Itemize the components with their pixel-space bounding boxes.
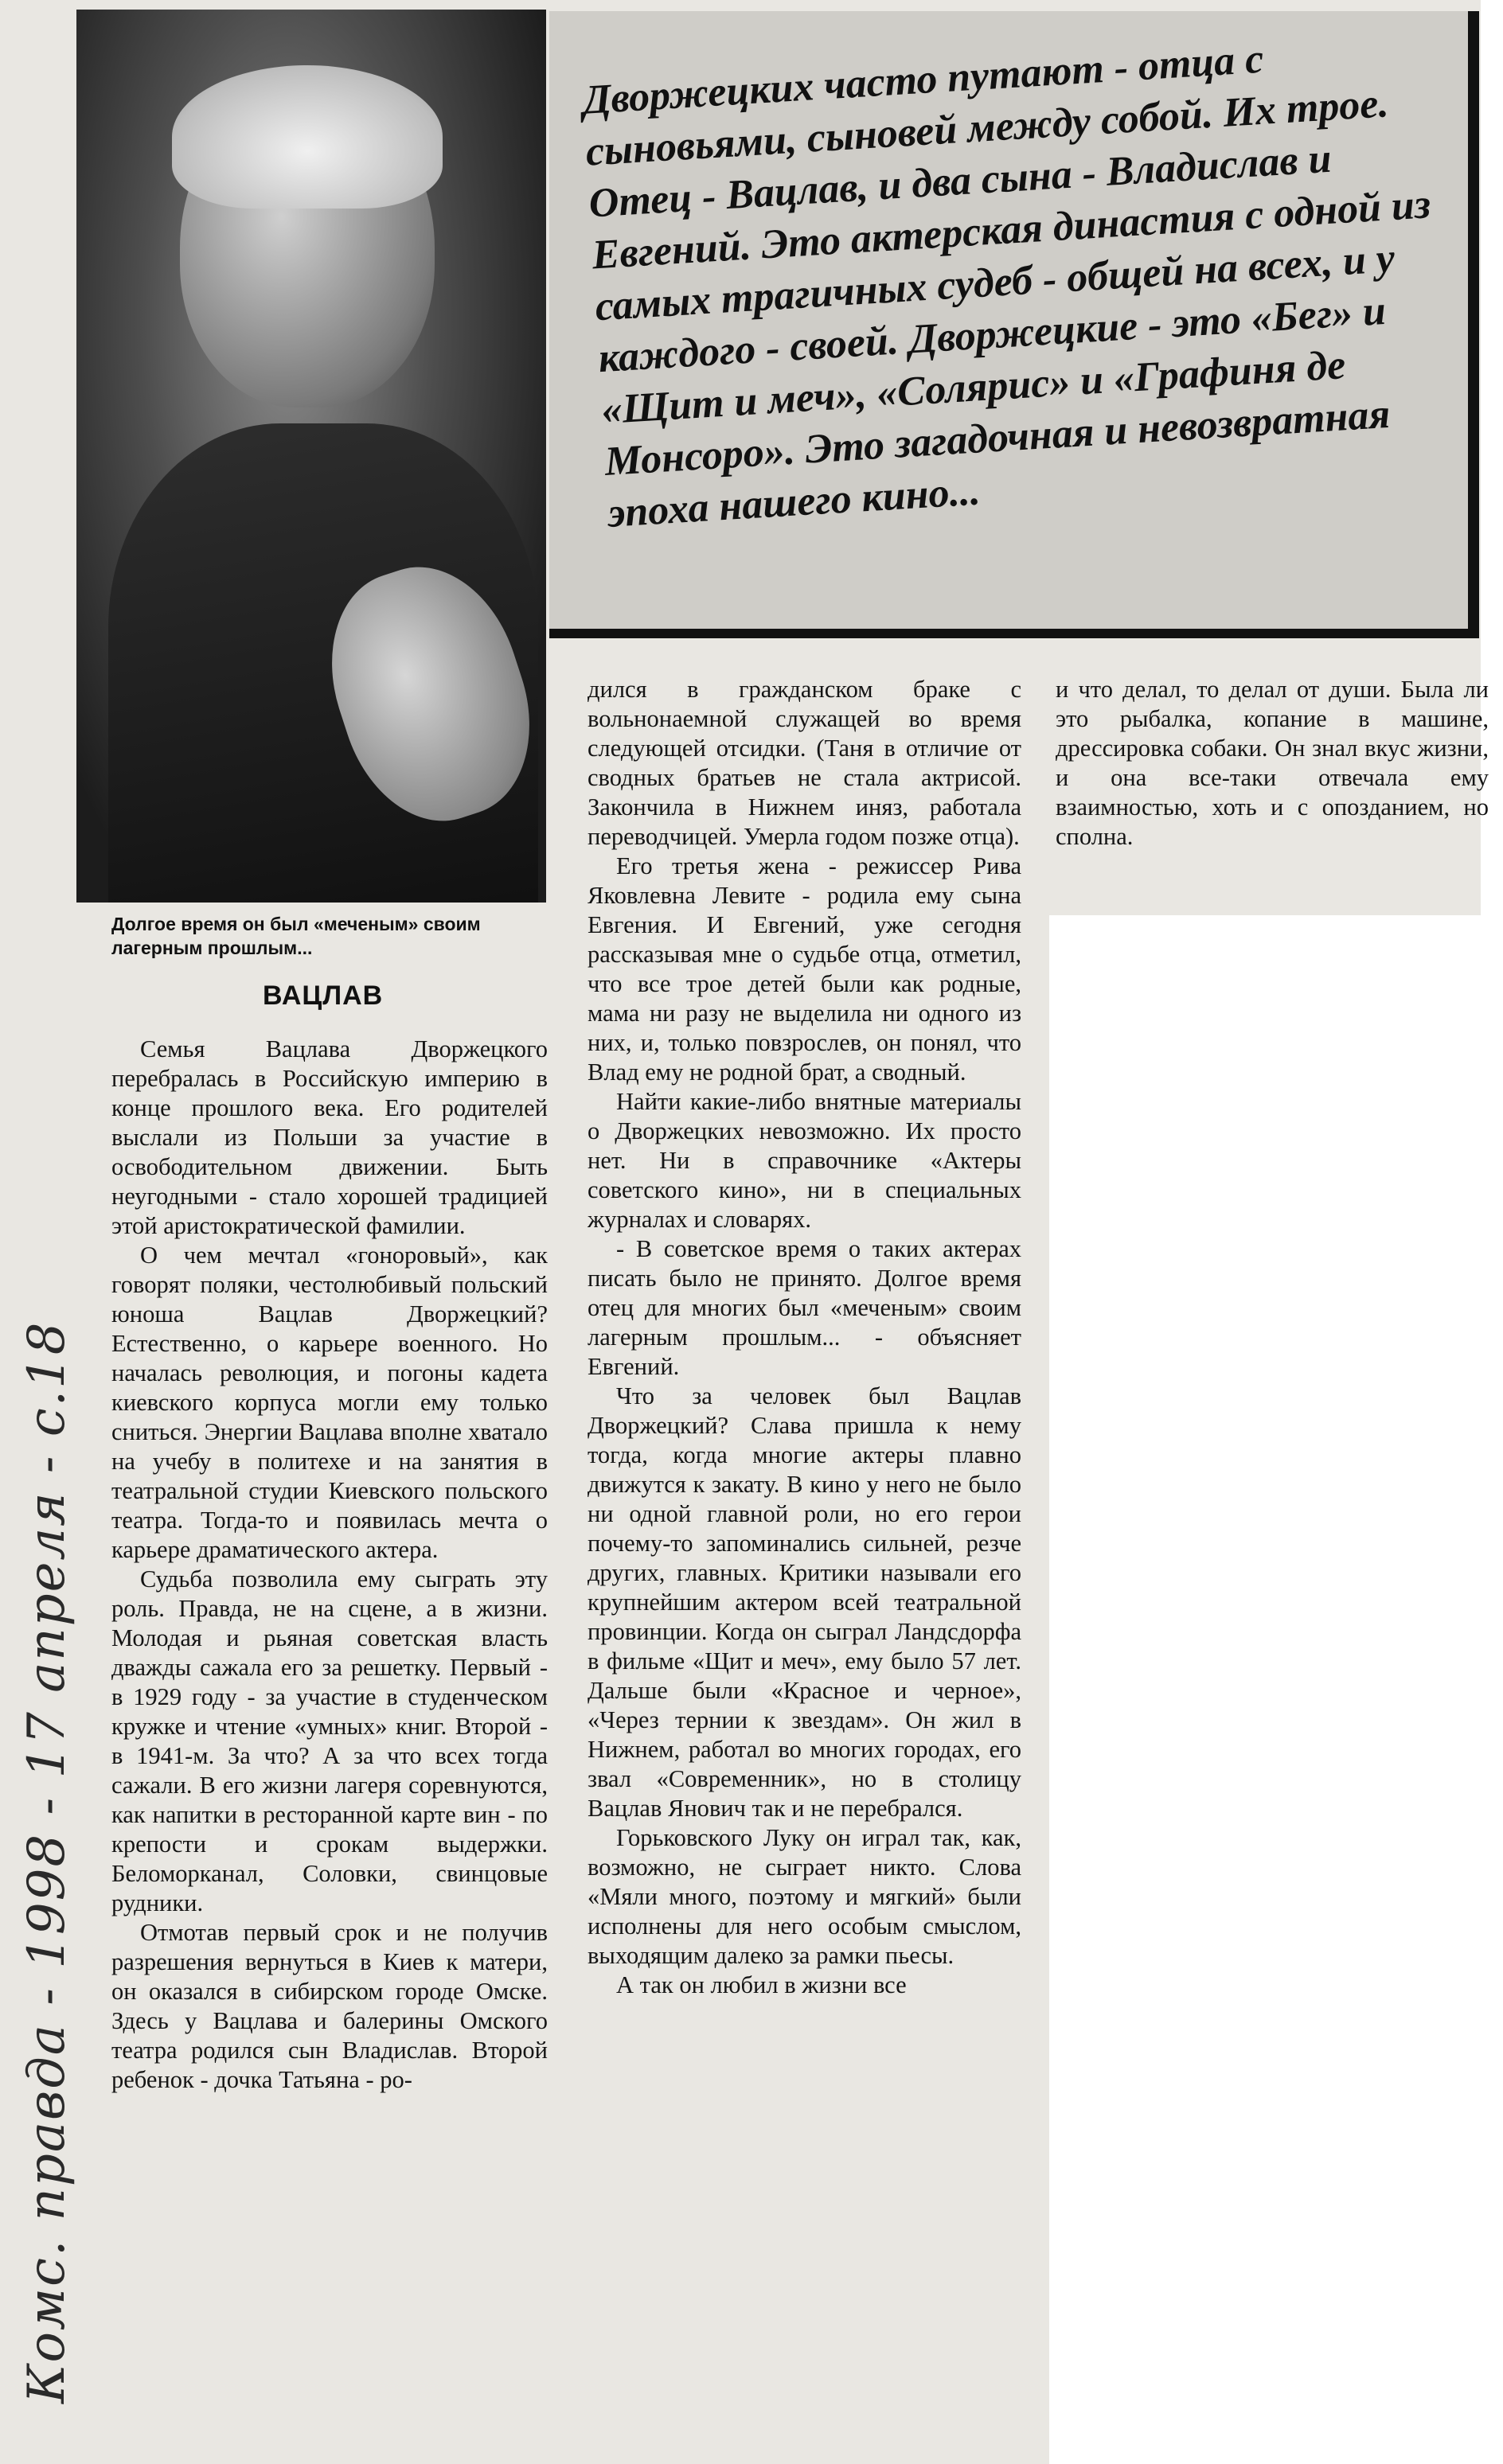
paragraph: Отмотав первый срок и не получив разрешения вернуться в Киев к матери, он оказался в сибирском городе Омске. Здесь у Вацлава и балерины Омского театра родился сын Владислав. Второй ребенок - дочка Татьяна - ро- xyxy=(111,1919,548,2093)
article-title: ВАЦЛАВ xyxy=(263,981,384,1011)
paragraph: Судьба позволила ему сыграть эту роль. Правда, не на сцене, а в жизни. Молодая и рьяная советская власть дважды сажала его за решетку. Первый - в 1929 году - за участие в студенческом кружке и чтение «умных» книг. Второй - в 1941-м. За что? А за что всех тогда сажали. В его жизни лагеря соревнуются, как напитки в ресторанной карте вин - по крепости и срокам выдержки. Беломорканал, Соловки, свинцовые рудники. xyxy=(111,1565,548,1916)
article-column-1 xyxy=(111,1035,548,2095)
photo-caption: Долгое время он был «меченым» своим лагерным прошлым... xyxy=(111,914,481,958)
lead-box xyxy=(549,11,1479,638)
paragraph: Его третья жена - режиссер Рива Яковлевна Левите - родила ему сына Евгения. И Евгений, уже сегодня рассказывая мне о судьбе отца, отметил, что все трое детей были как родные, мама ни разу не выделила ни одного из них, и, только повзрослев, он понял, что Влад ему не родной брат, а сводный. xyxy=(588,852,1021,1086)
paragraph: Семья Вацлава Дворжецкого перебралась в Российскую империю в конце прошлого века. Его родителей выслали из Польши за участие в освободительном движении. Быть неугодными - стало хорошей традицией этой аристократической фамилии. xyxy=(111,1035,548,1239)
article-column-3 xyxy=(1056,675,1489,852)
paragraph: дился в гражданском браке с вольнонаемной служащей во время следующей отсидки. (Таня в отличие от сводных братьев не стала актрисой. Закончила в Нижнем иняз, работала переводчицей. Умерла годом позже отца). xyxy=(588,676,1021,850)
handwritten-source-note: Комс. правда - 1998 - 17 апреля - с.18 xyxy=(18,1320,76,2404)
paragraph: Что за человек был Вацлав Дворжецкий? Слава пришла к нему тогда, когда многие актеры плавно движутся к закату. В кино у него не было ни одной главной роли, но его герои почему-то запоминались сильней, резче других, главных. Критики называли его крупнейшим актером всей театральной провинции. Когда он сыграл Ландсдорфа в фильме «Щит и меч», ему было 57 лет. Дальше были «Красное и черное», «Через тернии к звездам». Он жил в Нижнем, работал во многих городах, его звал «Современник», но в столицу Вацлав Янович так и не перебрался. xyxy=(588,1382,1021,1822)
portrait-photo xyxy=(76,10,546,903)
clipping-cut-area xyxy=(1049,915,1503,2464)
paragraph: А так он любил в жизни все xyxy=(616,1971,907,1998)
article-column-2 xyxy=(588,675,1021,2000)
paragraph: О чем мечтал «гоноровый», как говорят поляки, честолюбивый польский юноша Вацлав Дворжецкий? Естественно, о карьере военного. Но началась революция, и погоны кадета киевского корпуса могли ему только сниться. Энергии Вацлава вполне хватало на учебу в политехе и на занятия в театральной студии Киевского польского театра. Тогда-то и появилась мечта о карьере драматического актера. xyxy=(111,1242,548,1563)
lead-text: Дворжецких часто путают - отца с сыновьями, сыновей между собой. Их трое. Отец - Вацлав, и два сына - Владислав и Евгений. Это актерская династия с одной из самых трагичных судеб - общей на всех, и у каждого - своей. Дворжецкие - это «Бег» и «Щит и меч», «Солярис» и «Графиня де Монсоро». Это загадочная и невозвратная эпоха нашего кино... xyxy=(581,36,1432,536)
paragraph: Найти какие-либо внятные материалы о Дворжецких невозможно. Их просто нет. Ни в справочнике «Актеры советского кино», ни в специальных журналах и словарях. xyxy=(588,1088,1021,1233)
paragraph: Горьковского Луку он играл так, как, возможно, не сыграет никто. Слова «Мяли много, поэтому и мягкий» были исполнены для него особым смыслом, выходящим далеко за рамки пьесы. xyxy=(588,1824,1021,1969)
paragraph: - В советское время о таких актерах писать было не принято. Долгое время отец для многих был «меченым» своим лагерным прошлым... - объясняет Евгений. xyxy=(588,1235,1021,1380)
paragraph: и что делал, то делал от души. Была ли это рыбалка, копание в машине, дрессировка собаки. Он знал вкус жизни, и она все-таки отвечала ему взаимностью, хоть и с опозданием, но сполна. xyxy=(1056,676,1489,850)
